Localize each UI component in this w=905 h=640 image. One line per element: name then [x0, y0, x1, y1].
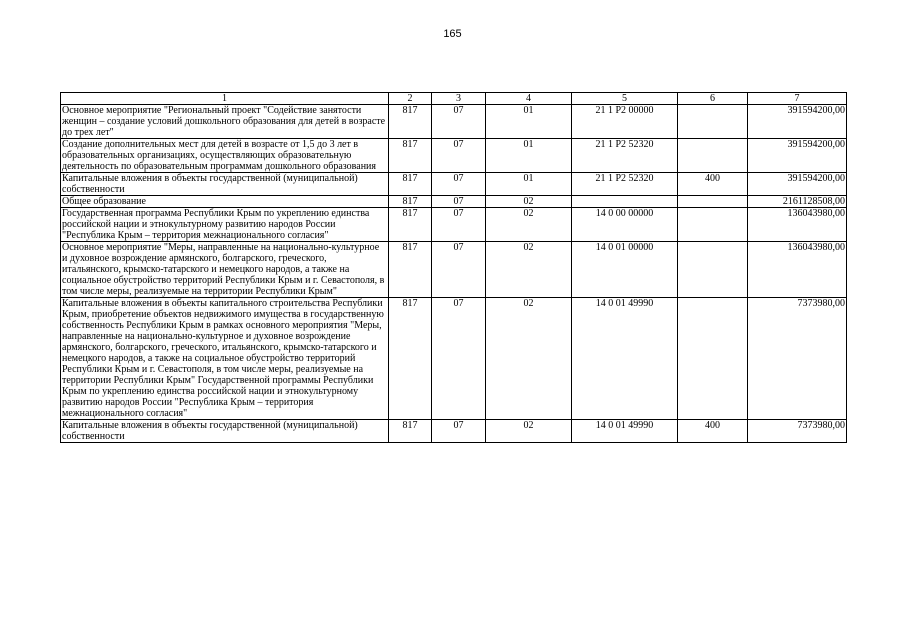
row-amount — [748, 208, 847, 242]
row-amount — [748, 139, 847, 173]
row-ministry-code: 817 — [389, 105, 432, 139]
row-amount — [748, 420, 847, 443]
row-target-item-code: 14 0 01 49990 — [572, 420, 678, 443]
row-section-code: 07 — [432, 208, 486, 242]
row-subsection-code: 02 — [486, 196, 572, 208]
row-target-item-code: 21 1 P2 52320 — [572, 173, 678, 196]
row-target-item-code: 14 0 00 00000 — [572, 208, 678, 242]
row-section-code: 07 — [432, 173, 486, 196]
row-section-code: 07 — [432, 298, 486, 420]
row-name: Капитальные вложения в объекты государственной (муниципальной) собственности — [61, 420, 389, 443]
row-amount-value: 136043980,00 — [787, 242, 845, 253]
row-section-code: 07 — [432, 196, 486, 208]
row-subsection-code: 02 — [486, 242, 572, 298]
row-amount-value: 7373980,00 — [797, 420, 845, 431]
row-name: Капитальные вложения в объекты капитального строительства Республики Крым, приобретение объектов недвижимого имущества в государственную собственность Республики Крым в рамках основного мероприятия "Меры, направленные на национально-культурное и духовное возрождение армянского, болгарского, греческого, итальянского, крымско-татарского и немецкого народов, а также на социальное обустройство территорий Республики Крым и г. Севастополя, в том числе меры, реализуемые на территории Республики Крым" Государственной программы Республики Крым по укреплению единства российской нации и этнокультурному развитию народов России "Республика Крым – территория межнационального согласия" — [61, 298, 389, 420]
row-expense-type-code — [678, 208, 748, 242]
row-expense-type-code: 400 — [678, 420, 748, 443]
row-expense-type-code: 400 — [678, 173, 748, 196]
row-amount-value: 2161128508,00 — [782, 196, 845, 207]
row-amount-value: 391594200,00 — [787, 139, 845, 150]
row-name: Основное мероприятие "Меры, направленные на национально-культурное и духовное возрождение армянского, болгарского, греческого, итальянского, крымско-татарского и немецкого народов, а также на социальное обустройство территорий Республики Крым и г. Севастополя, в том числе меры, реализуемые на территории Республики Крым" — [61, 242, 389, 298]
table-row — [61, 298, 847, 420]
row-ministry-code: 817 — [389, 173, 432, 196]
row-target-item-code: 21 1 P2 00000 — [572, 105, 678, 139]
row-amount — [748, 196, 847, 208]
row-name: Основное мероприятие "Региональный проект "Содействие занятости женщин – создание условий дошкольного образования для детей в возрасте до трех лет" — [61, 105, 389, 139]
column-header-expense-type: 6 — [678, 93, 748, 105]
row-amount — [748, 298, 847, 420]
row-section-code: 07 — [432, 139, 486, 173]
page-number: 165 — [443, 28, 462, 40]
row-target-item-code: 14 0 01 49990 — [572, 298, 678, 420]
row-subsection-code: 01 — [486, 139, 572, 173]
table-row — [61, 173, 847, 196]
row-name: Государственная программа Республики Крым по укреплению единства российской нации и этнокультурному развитию народов России "Республика Крым – территория межнационального согласия" — [61, 208, 389, 242]
row-expense-type-code — [678, 139, 748, 173]
row-amount-value: 391594200,00 — [787, 105, 845, 116]
row-amount-value: 391594200,00 — [787, 173, 845, 184]
budget-table — [60, 92, 847, 443]
row-section-code: 07 — [432, 420, 486, 443]
row-amount-value: 7373980,00 — [797, 298, 845, 309]
row-subsection-code: 01 — [486, 173, 572, 196]
row-section-code: 07 — [432, 105, 486, 139]
row-expense-type-code — [678, 242, 748, 298]
row-expense-type-code — [678, 105, 748, 139]
row-amount — [748, 105, 847, 139]
row-ministry-code: 817 — [389, 242, 432, 298]
row-target-item-code: 14 0 01 00000 — [572, 242, 678, 298]
row-ministry-code: 817 — [389, 298, 432, 420]
row-ministry-code: 817 — [389, 139, 432, 173]
column-header-ministry: 2 — [389, 93, 432, 105]
column-header-name: 1 — [61, 93, 389, 105]
row-name: Общее образование — [61, 196, 389, 208]
table-row — [61, 139, 847, 173]
row-target-item-code: 21 1 P2 52320 — [572, 139, 678, 173]
table-row — [61, 420, 847, 443]
column-header-target-item: 5 — [572, 93, 678, 105]
row-subsection-code: 02 — [486, 298, 572, 420]
header-row — [61, 93, 847, 105]
row-amount — [748, 173, 847, 196]
column-header-subsection: 4 — [486, 93, 572, 105]
row-ministry-code: 817 — [389, 420, 432, 443]
row-subsection-code: 02 — [486, 208, 572, 242]
table-row — [61, 242, 847, 298]
row-name: Создание дополнительных мест для детей в возрасте от 1,5 до 3 лет в образовательных организациях, осуществляющих образовательную деятельность по образовательным программам дошкольного образования — [61, 139, 389, 173]
row-ministry-code: 817 — [389, 196, 432, 208]
row-section-code: 07 — [432, 242, 486, 298]
row-subsection-code: 02 — [486, 420, 572, 443]
row-ministry-code: 817 — [389, 208, 432, 242]
row-expense-type-code — [678, 196, 748, 208]
row-name: Капитальные вложения в объекты государственной (муниципальной) собственности — [61, 173, 389, 196]
table-row — [61, 208, 847, 242]
table-row — [61, 105, 847, 139]
table-row — [61, 196, 847, 208]
column-header-section: 3 — [432, 93, 486, 105]
row-subsection-code: 01 — [486, 105, 572, 139]
row-amount-value: 136043980,00 — [787, 208, 845, 219]
row-amount — [748, 242, 847, 298]
column-header-amount: 7 — [748, 93, 847, 105]
row-target-item-code — [572, 196, 678, 208]
row-expense-type-code — [678, 298, 748, 420]
